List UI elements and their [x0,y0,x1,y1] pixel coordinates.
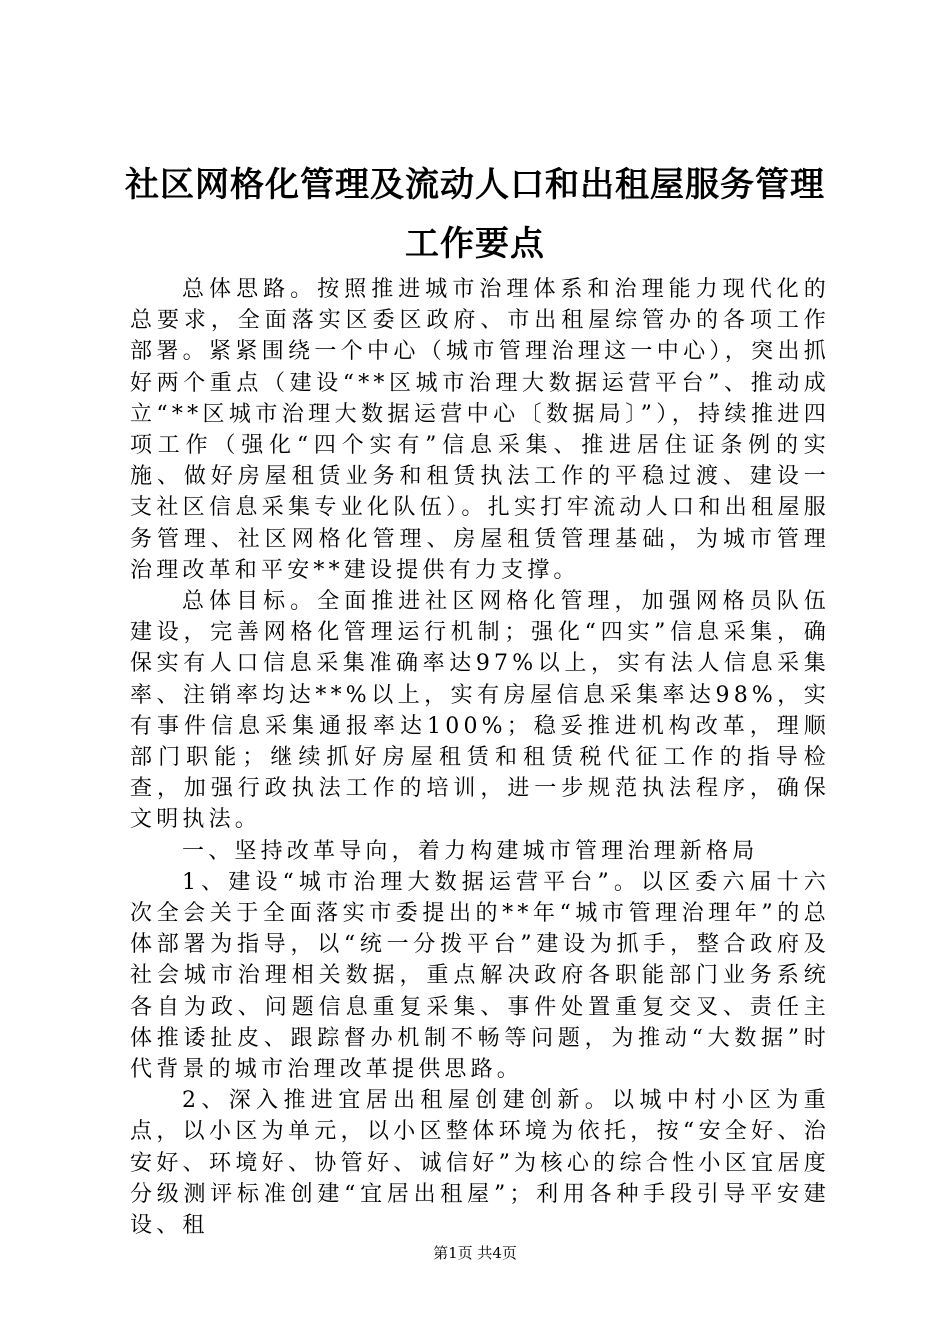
paragraph-overall-goal: 总体目标。全面推进社区网格化管理，加强网格员队伍建设，完善网格化管理运行机制；强化“四实”信息采集，确保实有人口信息采集准确率达97%以上，实有法人信息采集率、注销率均达**%以上，实有房屋信息采集率达98%，实有事件信息采集通报率达100%；稳妥推进机构改革，理顺部门职能；继续抓好房屋租赁和租赁税代征工作的指导检查，加强行政执法工作的培训，进一步规范执法程序，确保文明执法。 [130,589,830,833]
paragraph-item-1: 1、建设“城市治理大数据运营平台”。以区委六届十六次全会关于全面落实市委提出的**年“城市管理治理年”的总体部署为指导，以“统一分拨平台”建设为抓手，整合政府及社会城市治理相关数据，重点解决政府各职能部门业务系统各自为政、问题信息重复采集、事件处置重复交叉、责任主体推诿扯皮、跟踪督办机制不畅等问题，为推动“大数据”时代背景的城市治理改革提供思路。 [130,869,830,1083]
document-title-line-1: 社区网格化管理及流动人口和出租屋服务管理 [125,165,825,205]
document-title-line-2: 工作要点 [405,224,545,264]
paragraph-overall-approach: 总体思路。按照推进城市治理体系和治理能力现代化的总要求，全面落实区委区政府、市出租屋综管办的各项工作部署。紧紧围绕一个中心（城市管理治理这一中心），突出抓好两个重点（建设“**区城市治理大数据运营平台”、推动成立“**区城市治理大数据运营中心〔数据局〕”），持续推进四项工作（强化“四个实有”信息采集、推进居住证条例的实施、做好房屋租赁业务和租赁执法工作的平稳过渡、建设一支社区信息采集专业化队伍）。扎实打牢流动人口和出租屋服务管理、社区网格化管理、房屋租赁管理基础，为城市管理治理改革和平安**建设提供有力支撑。 [130,277,830,583]
page-footer: 第1页 共4页 [433,1244,517,1262]
paragraph-item-2: 2、深入推进宜居出租屋创建创新。以城中村小区为重点，以小区为单元，以小区整体环境为依托，按“安全好、治安好、环境好、协管好、诚信好”为核心的综合性小区宜居度分级测评标准创建“宜居出租屋”；利用各种手段引导平安建设、租 [130,1088,830,1239]
section-heading-1: 一、坚持改革导向，着力构建城市管理治理新格局 [182,838,759,864]
document-body [130,274,830,1241]
